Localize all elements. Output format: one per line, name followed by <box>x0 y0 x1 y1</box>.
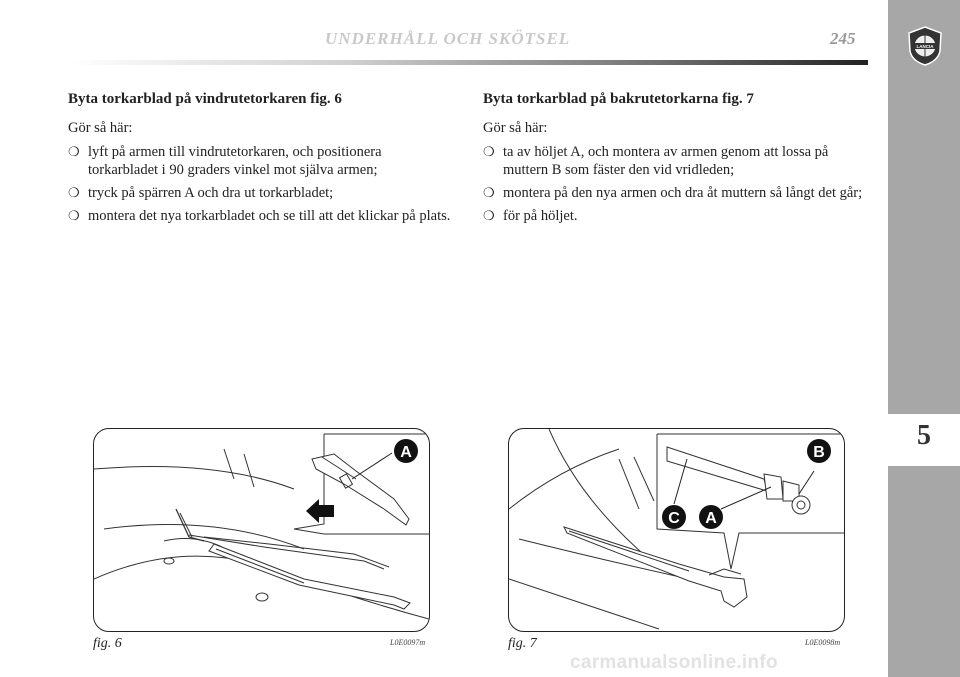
page-header-title: UNDERHÅLL OCH SKÖTSEL <box>325 29 571 48</box>
right-column <box>483 90 868 230</box>
chapter-number: 5 <box>917 420 931 451</box>
callout-b-label: B <box>813 444 825 461</box>
list-item: ❍ montera på den nya armen och dra åt muttern så långt det går; <box>483 184 868 202</box>
figure-6-illustration <box>93 428 430 632</box>
figure-code: L0E0097m <box>390 638 426 647</box>
logo-text: LANCIA <box>916 44 934 49</box>
callout-c-label: C <box>668 510 680 527</box>
lancia-logo <box>906 25 944 67</box>
list-item: ❍ montera det nya torkarbladet och se till att det klickar på plats. <box>68 207 453 225</box>
list-item: ❍ lyft på armen till vindrutetorkaren, och positionera torkarbladet i 90 graders vinkel mot själva armen; <box>68 143 453 179</box>
section-heading: Byta torkarblad på vindrutetorkaren fig. 6 <box>68 91 342 107</box>
figure-caption: fig. 7 <box>508 636 537 651</box>
section-heading: Byta torkarblad på bakrutetorkarna fig. 7 <box>483 91 754 107</box>
header-rule <box>68 60 868 65</box>
chapter-sidebar <box>888 0 960 677</box>
page-number: 245 <box>830 29 856 48</box>
callout-a-label: A <box>400 444 412 461</box>
list-item: ❍ ta av höljet A, och montera av armen genom att lossa på muttern B som fäster den vid vridleden; <box>483 143 868 179</box>
intro-text: Gör så här: <box>68 120 133 136</box>
list-item: ❍ för på höljet. <box>483 207 868 225</box>
figure-caption: fig. 6 <box>93 636 122 651</box>
watermark: carmanualsonline.info <box>570 652 778 673</box>
figure-7-illustration <box>508 428 845 632</box>
step-list <box>483 143 868 225</box>
list-item: ❍ tryck på spärren A och dra ut torkarbladet; <box>68 184 453 202</box>
step-list <box>68 143 453 225</box>
callout-a-label: A <box>705 510 717 527</box>
left-column <box>68 90 453 230</box>
intro-text: Gör så här: <box>483 120 548 136</box>
figure-code: L0E0098m <box>805 638 841 647</box>
